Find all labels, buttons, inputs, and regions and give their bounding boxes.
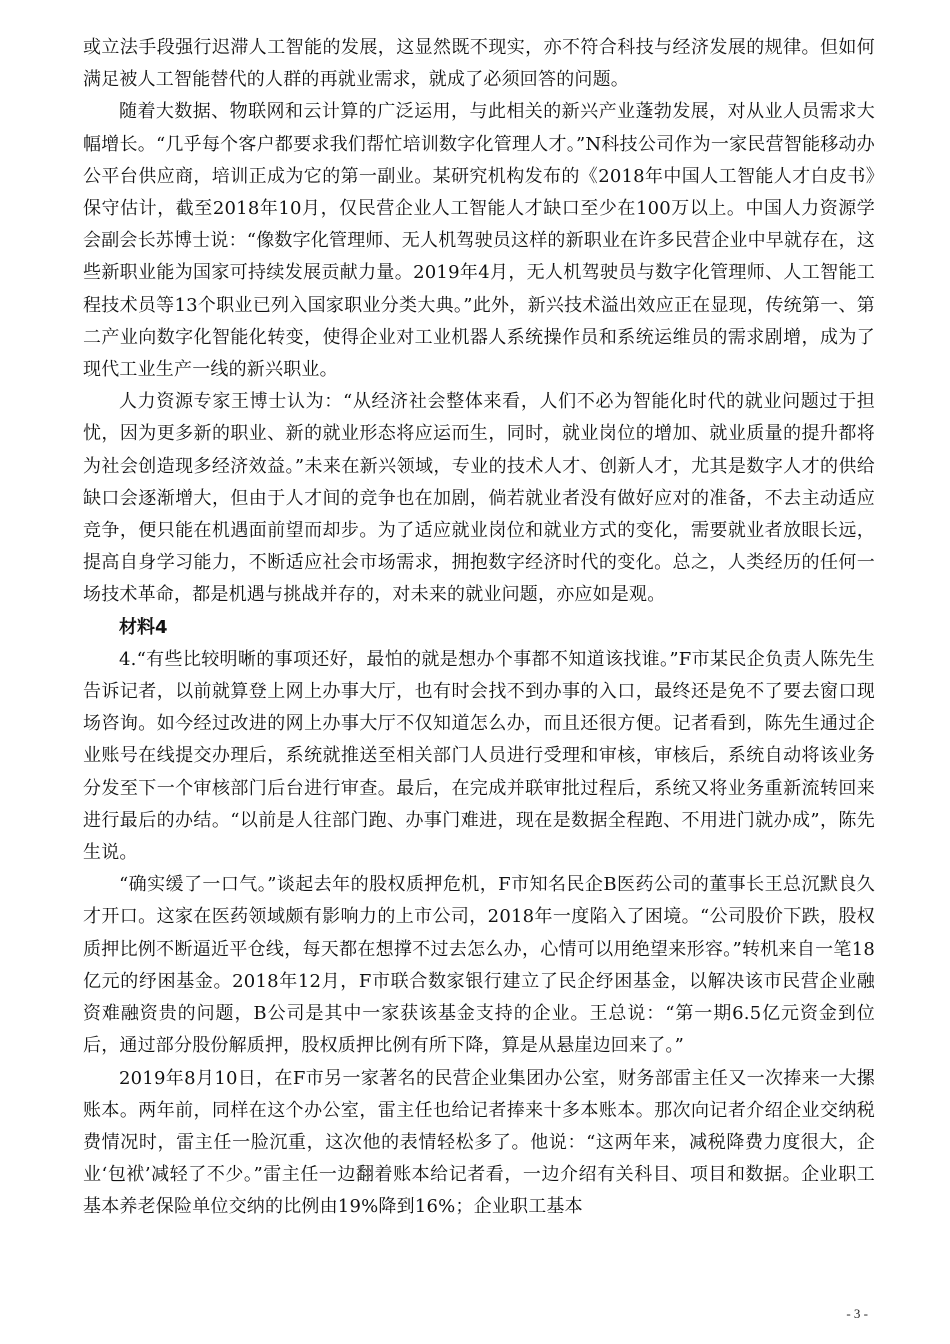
paragraph-continuation: 或立法手段强行迟滞人工智能的发展，这显然既不现实，亦不符合科技与经济发展的规律。但如何满足被人工智能替代的人群的再就业需求，就成了必须回答的问题。 <box>83 37 875 91</box>
section-heading: 材料4 <box>119 616 168 638</box>
paragraph-online-service: 4.“有些比较明晰的事项还好，最怕的就是想办个事都不知道该找谁。”F市某民企负责人陈先生告诉记者，以前就算登上网上办事大厅，也有时会找不到办事的入口，最终还是免不了要去窗口现场咨询。如今经过改进的网上办事大厅不仅知道怎么办，而且还很方便。记者看到，陈先生通过企业账号在线提交办理后，系统就推送至相关部门人员进行受理和审核，审核后，系统自动将该业务分发至下一个审核部门后台进行审查。最后，在完成并联审批过程后，系统又将业务重新流转回来进行最后的办结。“以前是人往部门跑、办事门难进，现在是数据全程跑、不用进门就办成”，陈先生说。 <box>83 648 875 864</box>
paragraph-new-industries: 随着大数据、物联网和云计算的广泛运用，与此相关的新兴产业蓬勃发展，对从业人员需求大幅增长。“几乎每个客户都要求我们帮忙培训数字化管理人才。”N科技公司作为一家民营智能移动办公平台供应商，培训正成为它的第一副业。某研究机构发布的《2018年中国人工智能人才白皮书》保守估计，截至2018年10月，仅民营企业人工智能人才缺口至少在100万以上。中国人力资源学会副会长苏博士说：“像数字化管理师、无人机驾驶员这样的新职业在许多民营企业中早就存在，这些新职业能为国家可持续发展贡献力量。2019年4月，无人机驾驶员与数字化管理师、人工智能工程技术员等13个职业已列入国家职业分类大典。”此外，新兴技术溢出效应正在显现，传统第一、第二产业向数字化智能化转变，使得企业对工业机器人系统操作员和系统运维员的需求剧增，成为了现代工业生产一线的新兴职业。 <box>83 101 875 381</box>
paragraph-expert-opinion: 人力资源专家王博士认为：“从经济社会整体来看，人们不必为智能化时代的就业问题过于担忧，因为更多新的职业、新的就业形态将应运而生，同时，就业岗位的增加、就业质量的提升都将为社会创造现多经济效益。”未来在新兴领域，专业的技术人才、创新人才，尤其是数字人才的供给缺口会逐渐增大，但由于人才间的竞争也在加剧，倘若就业者没有做好应对的准备，不去主动适应竞争，便只能在机遇面前望而却步。为了适应就业岗位和就业方式的变化，需要就业者放眼长远，提高自身学习能力，不断适应社会市场需求，拥抱数字经济时代的变化。总之，人类经历的任何一场技术革命，都是机遇与挑战并存的，对未来的就业问题，亦应如是观。 <box>83 391 875 606</box>
document-page <box>83 32 875 1224</box>
paragraph-relief-fund: “确实缓了一口气。”谈起去年的股权质押危机，F市知名民企B医药公司的董事长王总沉默良久才开口。这家在医药领域颇有影响力的上市公司，2018年一度陷入了困境。“公司股价下跌，股权质押比例不断逼近平仓线，每天都在想撑不过去怎么办，心情可以用绝望来形容。”转机来自一笔18亿元的纾困基金。2018年12月，F市联合数家银行建立了民企纾困基金，以解决该市民营企业融资难融资贵的问题，B公司是其中一家获该基金支持的企业。王总说：“第一期6.5亿元资金到位后，通过部分股份解质押，股权质押比例有所下降，算是从悬崖边回来了。” <box>83 874 875 1057</box>
page-number: - 3 - <box>846 1306 868 1321</box>
paragraph-tax-reduction: 2019年8月10日，在F市另一家著名的民营企业集团办公室，财务部雷主任又一次捧来一大摞账本。两年前，同样在这个办公室，雷主任也给记者捧来十多本账本。那次向记者介绍企业交纳税费情况时，雷主任一脸沉重，这次他的表情轻松多了。他说：“这两年来，减税降费力度很大，企业‘包袱’减轻了不少。”雷主任一边翻着账本给记者看，一边介绍有关科目、项目和数据。企业职工基本养老保险单位交纳的比例由19%降到16%；企业职工基本 <box>83 1067 875 1218</box>
